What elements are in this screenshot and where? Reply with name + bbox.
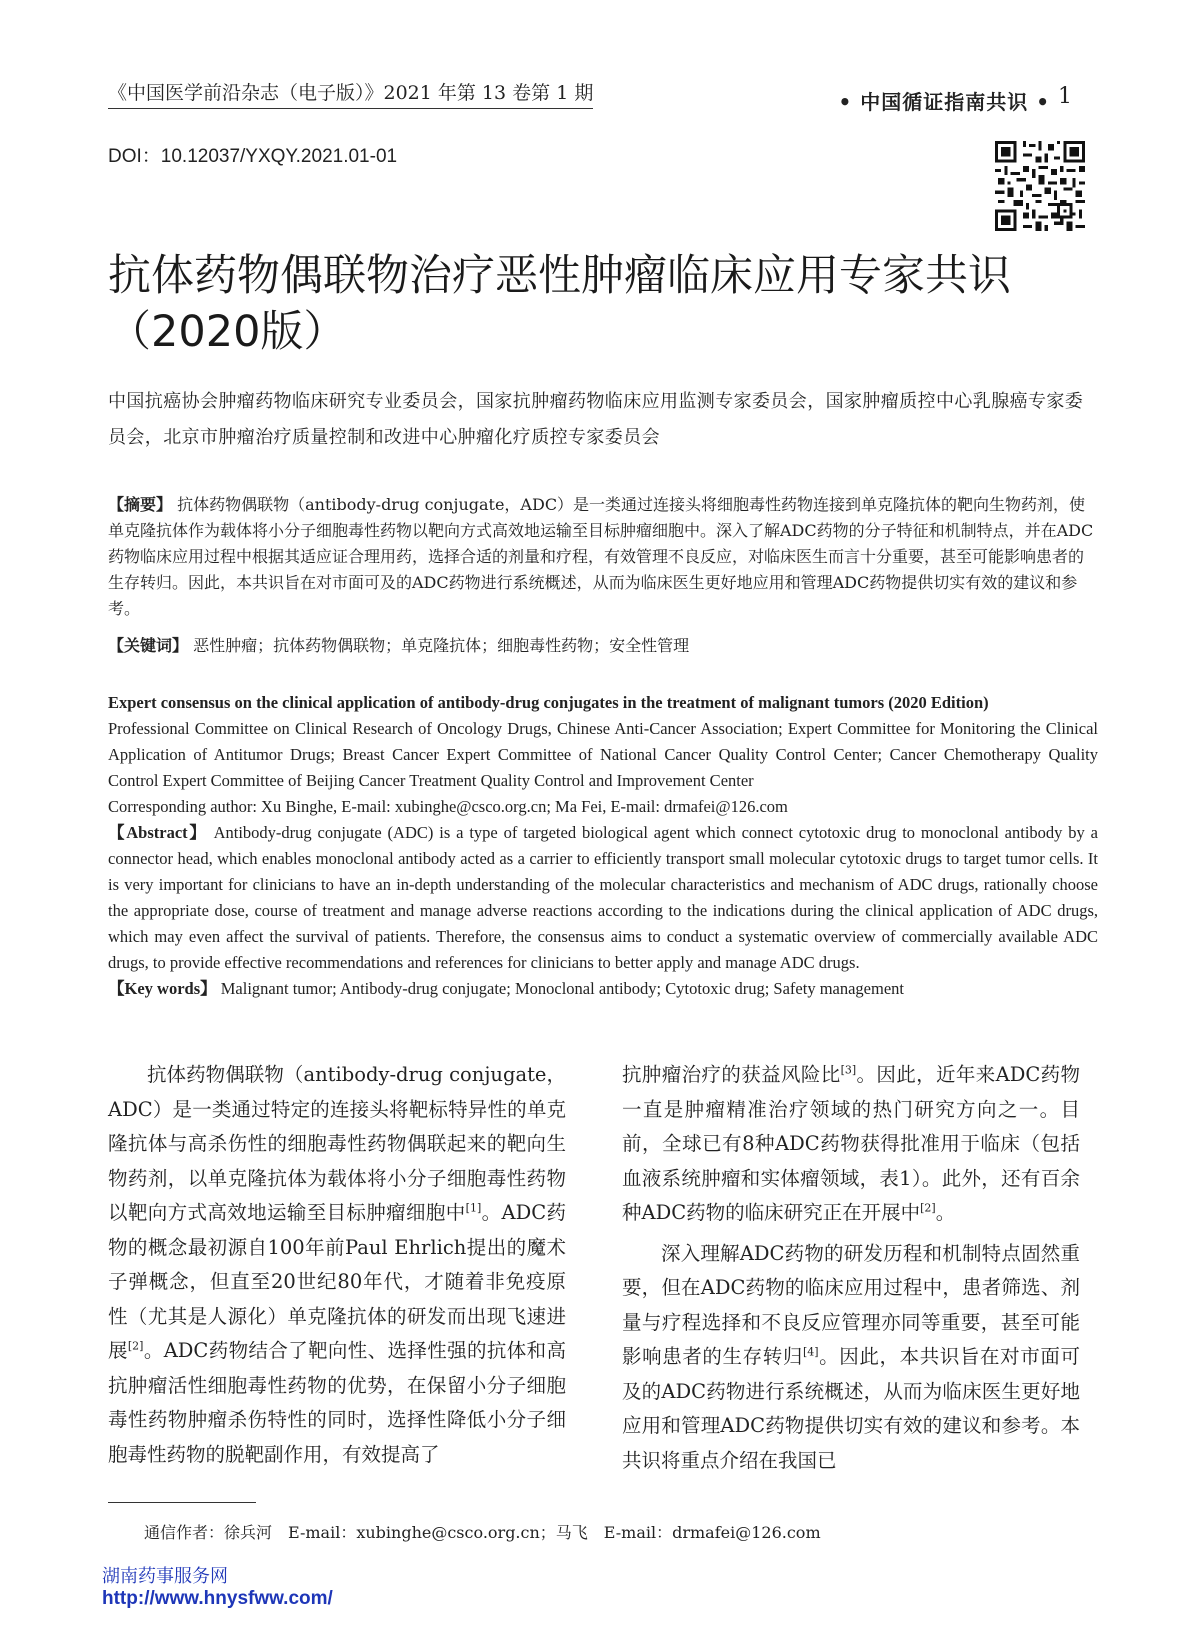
- abstract-zh: [108, 492, 1098, 622]
- watermark-site-name: 湖南药事服务网: [102, 1566, 228, 1587]
- body-text: 抗体药物偶联物（antibody-drug conjugate，ADC）是一类通过特定的连接头将靶标特异性的单克隆抗体与高杀伤性的细胞毒性药物偶联起来的靶向生物药剂，以单克隆抗体为载体将小分子细胞毒性药物以靶向方式高效地运输至目标肿瘤细胞中: [108, 1063, 566, 1224]
- article-title: 抗体药物偶联物治疗恶性肿瘤临床应用专家共识（2020版）: [108, 251, 1011, 357]
- keywords-zh: [108, 633, 1098, 659]
- keywords-zh-label: 【关键词】: [108, 636, 189, 655]
- english-title: Expert consensus on the clinical application of antibody-drug conjugates in the treatment of malignant tumors (2020 Edition): [108, 693, 989, 712]
- author-committees: 中国抗癌协会肿瘤药物临床研究专业委员会，国家抗肿瘤药物临床应用监测专家委员会，国家肿瘤质控中心乳腺癌专家委员会，北京市肿瘤治疗质量控制和改进中心肿瘤化疗质控专家委员会: [108, 391, 1084, 448]
- citation-ref: [1]: [465, 1201, 482, 1215]
- footnote-divider: [108, 1502, 256, 1503]
- english-keywords-text: Malignant tumor; Antibody-drug conjugate; Monoclonal antibody; Cytotoxic drug; Safety management: [220, 979, 905, 998]
- keywords-zh-text: 恶性肿瘤；抗体药物偶联物；单克隆抗体；细胞毒性药物；安全性管理: [193, 636, 690, 655]
- body-paragraph: [108, 1058, 566, 1472]
- body-text: 深入理解ADC药物的研发历程和机制特点固然重要，但在ADC药物的临床应用过程中，患者筛选、剂量与疗程选择和不良反应管理亦同等重要，甚至可能影响患者的生存转归: [622, 1241, 1080, 1368]
- citation-ref: [3]: [840, 1063, 857, 1077]
- english-abstract: [108, 820, 1098, 976]
- english-abstract-block: [108, 690, 1098, 1002]
- citation-ref: [2]: [127, 1339, 144, 1353]
- body-column-left: [108, 1058, 566, 1472]
- citation-ref: [4]: [802, 1345, 819, 1359]
- english-keywords-label: 【Key words】: [108, 979, 217, 998]
- english-abstract-text: Antibody-drug conjugate (ADC) is a type of targeted biological agent which connect cytotoxic drug to monoclonal antibody by a connector head, which enables monoclonal antibody acted as a carrier to efficiently transport small molecular cytotoxic drugs to target tumor cells. It is very important for clinicians to have an in-depth understanding of the molecular characteristics and mechanism of ADC drugs, rationally choose the appropriate dose, course of treatment and manage adverse reactions according to the indications during the clinical application of ADC drugs, which may even affect the survival of patients. Therefore, the consensus aims to conduct a systematic overview of commercially available ADC drugs, to provide effective recommendations and references for clinicians to better apply and manage ADC drugs.: [108, 823, 1099, 972]
- body-paragraph: [622, 1237, 1080, 1479]
- body-text: 。ADC药物的概念最初源自100年前Paul Ehrlich提出的魔术子弹概念，但直至20世纪80年代，才随着非免疫原性（尤其是人源化）单克隆抗体的研发而出现飞速进展: [108, 1201, 566, 1362]
- body-column-right: [622, 1058, 1080, 1478]
- watermark-url[interactable]: http://www.hnysfww.com/: [102, 1588, 333, 1609]
- section-tag: • 中国循证指南共识 •: [838, 90, 1050, 114]
- journal-citation: 《中国医学前沿杂志（电子版）》2021 年第 13 卷第 1 期: [108, 78, 593, 109]
- body-paragraph: [622, 1058, 1080, 1231]
- body-text: 。ADC药物结合了靶向性、选择性强的抗体和高抗肿瘤活性细胞毒性药物的优势，在保留小分子细胞毒性药物肿瘤杀伤特性的同时，选择性降低小分子细胞毒性药物的脱靶副作用，有效提高了: [108, 1339, 566, 1466]
- abstract-zh-text: 抗体药物偶联物（antibody-drug conjugate，ADC）是一类通过连接头将细胞毒性药物连接到单克隆抗体的靶向生物药剂，使单克隆抗体作为载体将小分子细胞毒性药物以靶向方式高效地运输至目标肿瘤细胞中。深入了解ADC药物的分子特征和机制特点，并在ADC药物临床应用过程中根据其适应证合理用药，选择合适的剂量和疗程，有效管理不良反应，对临床医生而言十分重要，甚至可能影响患者的生存转归。因此，本共识旨在对市面可及的ADC药物进行系统概述，从而为临床医生更好地应用和管理ADC药物提供切实有效的建议和参考。: [108, 495, 1094, 618]
- abstract-zh-label: 【摘要】: [108, 495, 173, 514]
- footnote-correspondence: 通信作者：徐兵河 E-mail：xubinghe@csco.org.cn；马飞 E-mail：drmafei@126.com: [144, 1523, 821, 1542]
- qr-code-icon: [995, 141, 1085, 231]
- body-text: 。因此，本共识旨在对市面可及的ADC药物进行系统概述，从而为临床医生更好地应用和管理ADC药物提供切实有效的建议和参考。本共识将重点介绍在我国已: [622, 1345, 1080, 1472]
- corresponding-author: Corresponding author: Xu Binghe, E-mail: xubinghe@csco.org.cn; Ma Fei, E-mail: drmafei@126.com: [108, 797, 788, 816]
- body-text: 。: [935, 1201, 956, 1224]
- citation-ref: [2]: [920, 1201, 936, 1215]
- english-affiliations: Professional Committee on Clinical Research of Oncology Drugs, Chinese Anti-Cancer Association; Expert Committee for Monitoring the Clinical Application of Antitumor Drugs; Breast Cancer Expert Committee of National Cancer Quality Control Center; Cancer Chemotherapy Quality Control Expert Committee of Beijing Cancer Treatment Quality Control and Improvement Center: [108, 719, 1098, 790]
- body-text: 。因此，近年来ADC药物一直是肿瘤精准治疗领域的热门研究方向之一。目前，全球已有8种ADC药物获得批准用于临床（包括血液系统肿瘤和实体瘤领域，表1）。此外，还有百余种ADC药物的临床研究正在开展中: [622, 1063, 1080, 1224]
- english-abstract-label: 【Abstract】: [108, 823, 208, 842]
- body-text: 抗肿瘤治疗的获益风险比: [622, 1063, 841, 1086]
- english-keywords: [108, 976, 1098, 1002]
- page-number: 1: [1058, 84, 1072, 109]
- doi: DOI：10.12037/YXQY.2021.01-01: [108, 146, 398, 167]
- site-watermark: [102, 1566, 333, 1610]
